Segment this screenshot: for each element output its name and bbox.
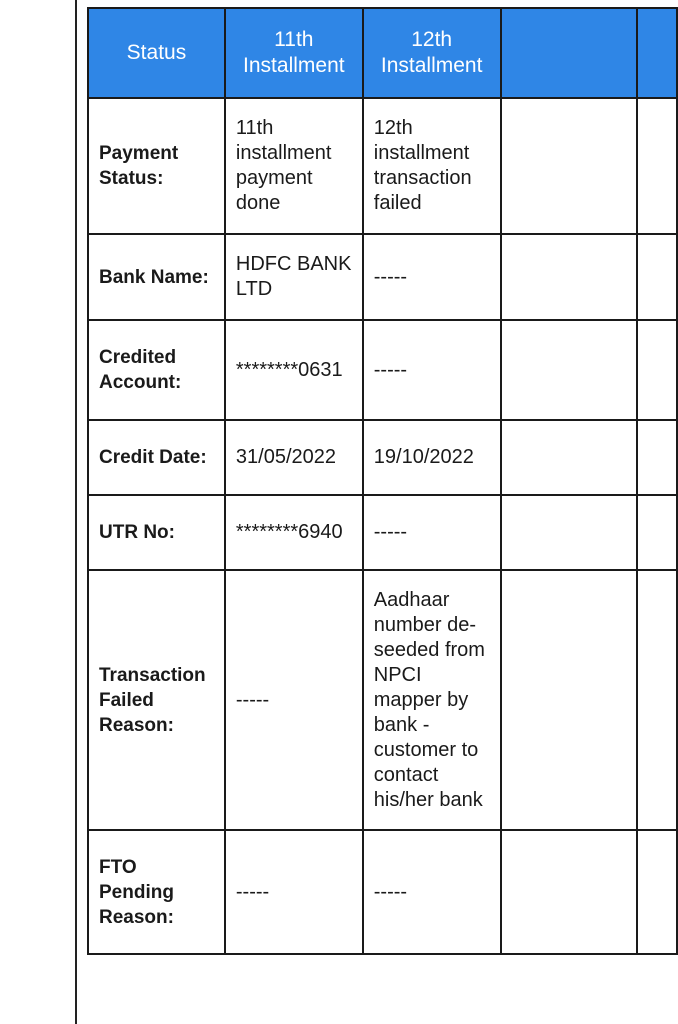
failed-reason-11th: -----: [225, 570, 363, 830]
installment-status-table: [87, 7, 678, 955]
row-label-payment-status: Payment Status:: [88, 98, 225, 234]
header-empty-col-4: [501, 8, 638, 98]
row-label-fto-pending-reason: FTO Pending Reason:: [88, 830, 225, 954]
row-label-bank-name: Bank Name:: [88, 234, 225, 320]
row-label-credited-account: Credited Account:: [88, 320, 225, 420]
fto-pending-11th: -----: [225, 830, 363, 954]
empty-cell: [637, 830, 677, 954]
empty-cell: [637, 495, 677, 570]
empty-cell: [501, 830, 638, 954]
credited-account-12th: -----: [363, 320, 501, 420]
table-row: [88, 320, 677, 420]
fto-pending-12th: -----: [363, 830, 501, 954]
header-empty-col-5: [637, 8, 677, 98]
table-header-row: [88, 8, 677, 98]
empty-cell: [637, 98, 677, 234]
empty-cell: [501, 320, 638, 420]
credit-date-11th: 31/05/2022: [225, 420, 363, 495]
empty-cell: [637, 320, 677, 420]
bank-name-12th: -----: [363, 234, 501, 320]
table-row: [88, 234, 677, 320]
empty-cell: [637, 420, 677, 495]
row-label-utr-no: UTR No:: [88, 495, 225, 570]
page-left-border: [75, 0, 77, 1024]
empty-cell: [501, 98, 638, 234]
empty-cell: [637, 570, 677, 830]
empty-cell: [501, 234, 638, 320]
failed-reason-12th: Aadhaar number de-seeded from NPCI mapper by bank - customer to contact his/her bank: [363, 570, 501, 830]
table-row: [88, 570, 677, 830]
empty-cell: [501, 495, 638, 570]
table-row: [88, 98, 677, 234]
table-row: [88, 495, 677, 570]
header-12th-installment: 12th Installment: [363, 8, 501, 98]
row-label-transaction-failed-reason: Transaction Failed Reason:: [88, 570, 225, 830]
empty-cell: [501, 570, 638, 830]
table-row: [88, 420, 677, 495]
utr-no-12th: -----: [363, 495, 501, 570]
bank-name-11th: HDFC BANK LTD: [225, 234, 363, 320]
header-11th-installment: 11th Installment: [225, 8, 363, 98]
payment-status-12th: 12th installment transaction failed: [363, 98, 501, 234]
header-status: Status: [88, 8, 225, 98]
credited-account-11th: ********0631: [225, 320, 363, 420]
empty-cell: [501, 420, 638, 495]
utr-no-11th: ********6940: [225, 495, 363, 570]
payment-status-11th: 11th installment payment done: [225, 98, 363, 234]
credit-date-12th: 19/10/2022: [363, 420, 501, 495]
row-label-credit-date: Credit Date:: [88, 420, 225, 495]
empty-cell: [637, 234, 677, 320]
table-row: [88, 830, 677, 954]
